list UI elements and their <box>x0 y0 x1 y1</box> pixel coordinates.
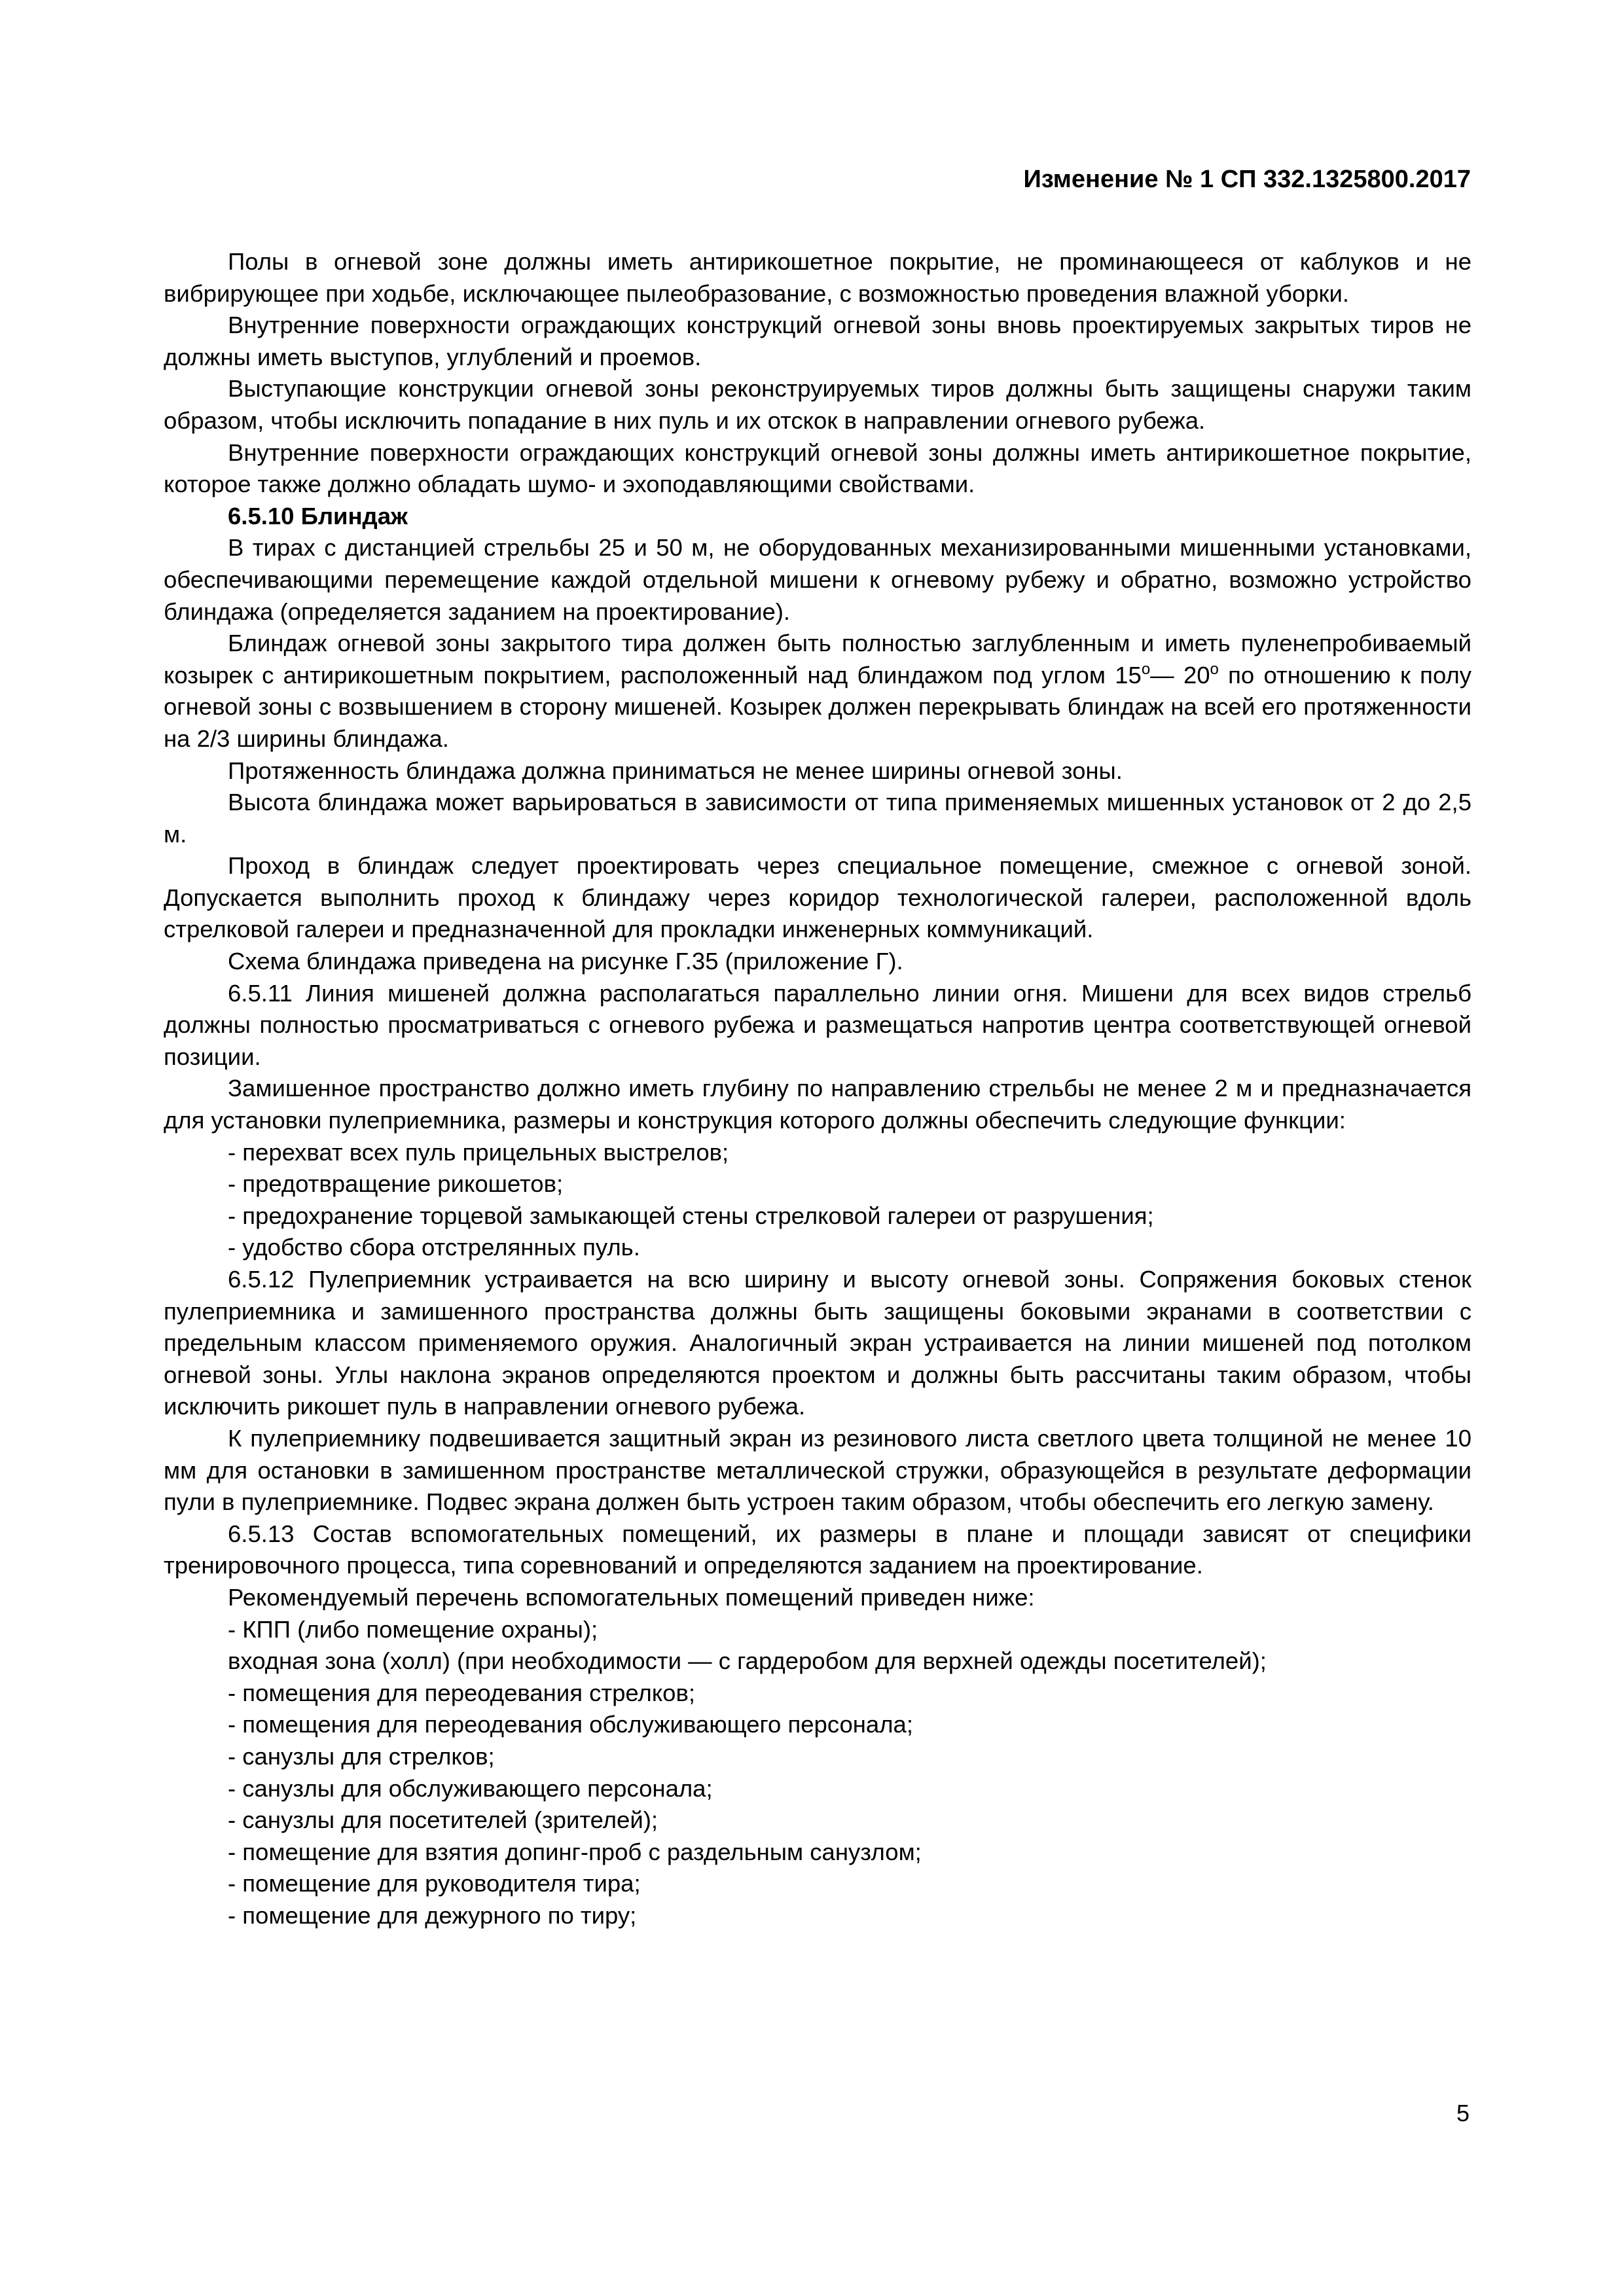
list-item: - помещения для переодевания обслуживающего персонала; <box>228 1711 913 1738</box>
paragraph: Выступающие конструкции огневой зоны реконструируемых тиров должны быть защищены снаружи таким образом, чтобы исключить попадание в них пуль и их отскок в направлении огневого рубежа. <box>164 375 1471 434</box>
paragraph: Схема блиндажа приведена на рисунке Г.35 (приложение Г). <box>228 948 903 975</box>
list-item: - помещение для дежурного по тиру; <box>228 1901 637 1929</box>
degree-superscript: о <box>1141 660 1151 678</box>
list-item: - помещения для переодевания стрелков; <box>228 1679 695 1706</box>
paragraph: Проход в блиндаж следует проектировать через специальное помещение, смежное с огневой зоной. Допускается выполнить проход к блиндажу через коридор технологической галереи, расположенной вдоль стрелковой галереи и предназначенной для прокладки инженерных коммуникаций. <box>164 852 1471 943</box>
page-header-title: Изменение № 1 СП 332.1325800.2017 <box>1023 166 1471 193</box>
list-item: - предохранение торцевой замыкающей стены стрелковой галереи от разрушения; <box>228 1202 1154 1229</box>
list-item: - санузлы для обслуживающего персонала; <box>228 1774 713 1802</box>
paragraph: Замишенное пространство должно иметь глубину по направлению стрельбы не менее 2 м и предназначается для установки пулеприемника, размеры и конструкция которого должны обеспечить следующие функции: <box>164 1075 1471 1134</box>
paragraph: Полы в огневой зоне должны иметь антирикошетное покрытие, не проминающееся от каблуков и не вибрирующее при ходьбе, исключающее пылеобразование, с возможностью проведения влажной уборки. <box>164 248 1471 307</box>
paragraph-6-5-13: 6.5.13 Состав вспомогательных помещений, их размеры в плане и площади зависят от специфики тренировочного процесса, типа соревнований и определяются заданием на проектирование. <box>164 1520 1471 1579</box>
list-item: - помещение для руководителя тира; <box>228 1870 641 1897</box>
text-segment: Блиндаж огневой зоны закрытого тира должен быть полностью заглубленным и иметь пуленепробиваемый козырек с антирикошетным покрытием, расположенный над блиндажом под углом 15 <box>164 630 1471 689</box>
list-item: - санузлы для посетителей (зрителей); <box>228 1806 659 1834</box>
paragraph: Протяженность блиндажа должна приниматься не менее ширины огневой зоны. <box>228 757 1123 784</box>
list-item: - помещение для взятия допинг-проб с раздельным санузлом; <box>228 1838 922 1865</box>
paragraph: Внутренние поверхности ограждающих конструкций огневой зоны должны иметь антирикошетное покрытие, которое также должно обладать шумо- и эхоподавляющими свойствами. <box>164 439 1471 498</box>
text-segment: — 20 <box>1150 661 1210 689</box>
list-item: - удобство сбора отстрелянных пуль. <box>228 1234 640 1261</box>
paragraph: Внутренние поверхности ограждающих конструкций огневой зоны вновь проектируемых закрытых тиров не должны иметь выступов, углублений и проемов. <box>164 312 1471 370</box>
list-item: - санузлы для стрелков; <box>228 1742 495 1770</box>
section-heading-6-5-10: 6.5.10 Блиндаж <box>228 502 408 529</box>
paragraph: Высота блиндажа может варьироваться в зависимости от типа применяемых мишенных установок от 2 до 2,5 м. <box>164 789 1471 848</box>
paragraph: К пулеприемнику подвешивается защитный экран из резинового листа светлого цвета толщиной не менее 10 мм для остановки в замишенном пространстве металлической стружки, образующейся в результате деформации пули в пулеприемнике. Подвес экрана должен быть устроен таким образом, чтобы обеспечить его легкую замену. <box>164 1424 1471 1516</box>
paragraph: В тирах с дистанцией стрельбы 25 и 50 м, не оборудованных механизированными мишенными установками, обеспечивающими перемещение каждой отдельной мишени к огневому рубежу и обратно, возможно устройство блиндажа (определяется заданием на проектирование). <box>164 534 1471 625</box>
list-item: входная зона (холл) (при необходимости — с гардеробом для верхней одежды посетителей); <box>228 1647 1267 1675</box>
degree-superscript: о <box>1210 660 1219 678</box>
paragraph: Рекомендуемый перечень вспомогательных помещений приведен ниже: <box>228 1583 1035 1611</box>
document-body <box>164 246 1471 1931</box>
paragraph-with-degrees <box>164 628 1471 755</box>
list-item: - предотвращение рикошетов; <box>228 1170 564 1198</box>
text-segment: по отношению к полу огневой зоны с возвышением в сторону мишеней. Козырек должен перекрывать блиндаж на всей его протяженности на 2/3 ширины блиндажа. <box>164 661 1471 752</box>
list-item: - КПП (либо помещение охраны); <box>228 1615 598 1643</box>
paragraph-6-5-12: 6.5.12 Пулеприемник устраивается на всю ширину и высоту огневой зоны. Сопряжения боковых стенок пулеприемника и замишенного пространства должны быть защищены боковыми экранами в соответствии с предельным классом применяемого оружия. Аналогичный экран устраивается на линии мишеней под потолком огневой зоны. Углы наклона экранов определяются проектом и должны быть рассчитаны таким образом, чтобы исключить рикошет пуль в направлении огневого рубежа. <box>164 1266 1471 1420</box>
paragraph-6-5-11: 6.5.11 Линия мишеней должна располагаться параллельно линии огня. Мишени для всех видов стрельб должны полностью просматриваться с огневого рубежа и размещаться напротив центра соответствующей огневой позиции. <box>164 979 1471 1070</box>
list-item: - перехват всех пуль прицельных выстрелов; <box>228 1138 729 1166</box>
page-number: 5 <box>1456 2100 1470 2126</box>
